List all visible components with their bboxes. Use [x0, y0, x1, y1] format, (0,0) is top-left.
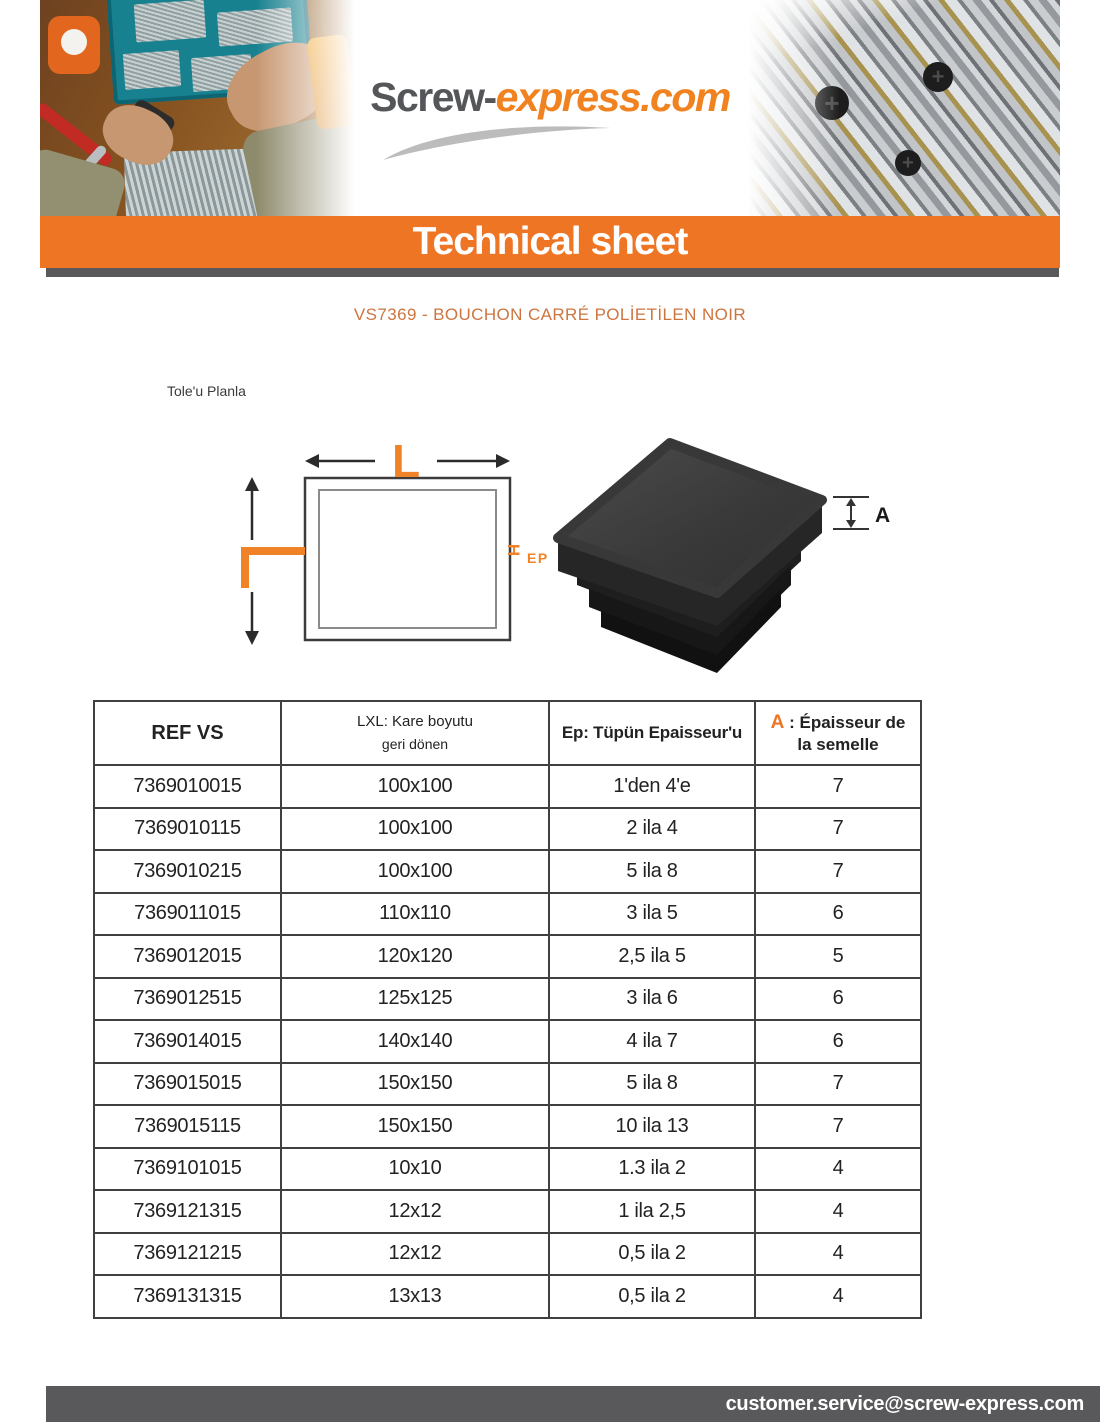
cell-base: 6 [755, 893, 921, 936]
arrow-up-head-icon [245, 477, 259, 491]
cell-wall: 3 ila 6 [549, 978, 755, 1021]
cell-base: 4 [755, 1233, 921, 1276]
table-row [94, 978, 921, 1021]
table-row [94, 1105, 921, 1148]
cell-size: 100x100 [281, 808, 549, 851]
table-row [94, 1063, 921, 1106]
cell-wall: 1 ila 2,5 [549, 1190, 755, 1233]
banner [40, 216, 1060, 268]
cell-ref: 7369012515 [94, 978, 281, 1021]
cell-base: 4 [755, 1148, 921, 1191]
inner-square [319, 490, 496, 628]
cell-ref: 7369131315 [94, 1275, 281, 1318]
col-header-base [755, 701, 921, 765]
cell-ref: 7369010215 [94, 850, 281, 893]
logo-part1: Screw- [370, 74, 496, 120]
cell-wall: 2 ila 4 [549, 808, 755, 851]
cell-ref: 7369121315 [94, 1190, 281, 1233]
cell-ref: 7369015115 [94, 1105, 281, 1148]
table-row [94, 808, 921, 851]
cell-wall: 1'den 4'e [549, 765, 755, 808]
col-header-base-rest: : Épaisseur de la semelle [784, 712, 906, 755]
logo-text [370, 74, 730, 121]
table-row [94, 1190, 921, 1233]
cell-base: 4 [755, 1190, 921, 1233]
cell-wall: 5 ila 8 [549, 1063, 755, 1106]
footer-email: customer.service@screw-express.com [725, 1393, 1084, 1415]
cell-ref: 7369012015 [94, 935, 281, 978]
spec-table [93, 700, 922, 1319]
col-header-wall: Ep: Tüpün Epaisseur'u [549, 701, 755, 765]
col-header-size-line1: LXL: Kare boyutu [357, 712, 473, 730]
dim-label-a: A [875, 504, 891, 527]
table-row [94, 765, 921, 808]
cell-size: 100x100 [281, 850, 549, 893]
cell-base: 6 [755, 978, 921, 1021]
cell-ref: 7369015015 [94, 1063, 281, 1106]
col-header-ref: REF VS [94, 701, 281, 765]
cell-ref: 7369011015 [94, 893, 281, 936]
col-header-size-line2: geri dönen [381, 736, 449, 753]
table-header-row [94, 701, 921, 765]
cell-ref: 7369010015 [94, 765, 281, 808]
dim-a-arrow-up-icon [846, 498, 856, 506]
dim-label-l-left-icon [245, 551, 305, 588]
logo-swoosh-icon [379, 120, 617, 164]
cell-ref: 7369121215 [94, 1233, 281, 1276]
wall-thickness-marker: H [504, 543, 523, 557]
cell-size: 12x12 [281, 1190, 549, 1233]
col-header-base-letter: A [770, 711, 785, 733]
cell-base: 7 [755, 1105, 921, 1148]
table-row [94, 1148, 921, 1191]
cell-wall: 0,5 ila 2 [549, 1233, 755, 1276]
cell-ref: 7369101015 [94, 1148, 281, 1191]
dim-a-arrow-down-icon [846, 520, 856, 528]
cell-ref: 7369010115 [94, 808, 281, 851]
product-image-cap [545, 435, 910, 680]
dim-label-l-top: L [391, 440, 421, 487]
cell-size: 150x150 [281, 1105, 549, 1148]
cell-size: 125x125 [281, 978, 549, 1021]
table-row [94, 935, 921, 978]
cell-ref: 7369014015 [94, 1020, 281, 1063]
dimension-schematic [225, 440, 570, 675]
table-body [94, 765, 921, 1318]
cell-base: 7 [755, 1063, 921, 1106]
footer-bar [46, 1386, 1100, 1422]
cell-size: 12x12 [281, 1233, 549, 1276]
arrow-right-head-icon [496, 454, 510, 468]
table-row [94, 850, 921, 893]
banner-underline [46, 268, 1059, 277]
banner-title: Technical sheet [412, 220, 688, 263]
cell-wall: 2,5 ila 5 [549, 935, 755, 978]
cell-size: 13x13 [281, 1275, 549, 1318]
cell-size: 110x110 [281, 893, 549, 936]
cell-base: 6 [755, 1020, 921, 1063]
cell-base: 7 [755, 808, 921, 851]
table-row [94, 1020, 921, 1063]
cell-wall: 3 ila 5 [549, 893, 755, 936]
col-header-size [281, 701, 549, 765]
cell-wall: 0,5 ila 2 [549, 1275, 755, 1318]
cell-base: 4 [755, 1275, 921, 1318]
cell-base: 7 [755, 850, 921, 893]
logo [40, 0, 1060, 216]
page-title: VS7369 - BOUCHON CARRÉ POLİETİLEN NOIR [353, 305, 747, 324]
cell-size: 100x100 [281, 765, 549, 808]
plan-note: Tole'u Planla [167, 383, 246, 399]
cell-size: 140x140 [281, 1020, 549, 1063]
logo-part2: express.com [495, 74, 730, 120]
dim-label-ep: EP [527, 550, 549, 566]
arrow-down-head-icon [245, 631, 259, 645]
table-row [94, 893, 921, 936]
cell-size: 10x10 [281, 1148, 549, 1191]
cell-wall: 10 ila 13 [549, 1105, 755, 1148]
cell-base: 5 [755, 935, 921, 978]
cell-wall: 5 ila 8 [549, 850, 755, 893]
cell-size: 150x150 [281, 1063, 549, 1106]
cell-wall: 4 ila 7 [549, 1020, 755, 1063]
table-row [94, 1275, 921, 1318]
cell-wall: 1.3 ila 2 [549, 1148, 755, 1191]
table-row [94, 1233, 921, 1276]
cell-base: 7 [755, 765, 921, 808]
arrow-left-head-icon [305, 454, 319, 468]
cell-size: 120x120 [281, 935, 549, 978]
